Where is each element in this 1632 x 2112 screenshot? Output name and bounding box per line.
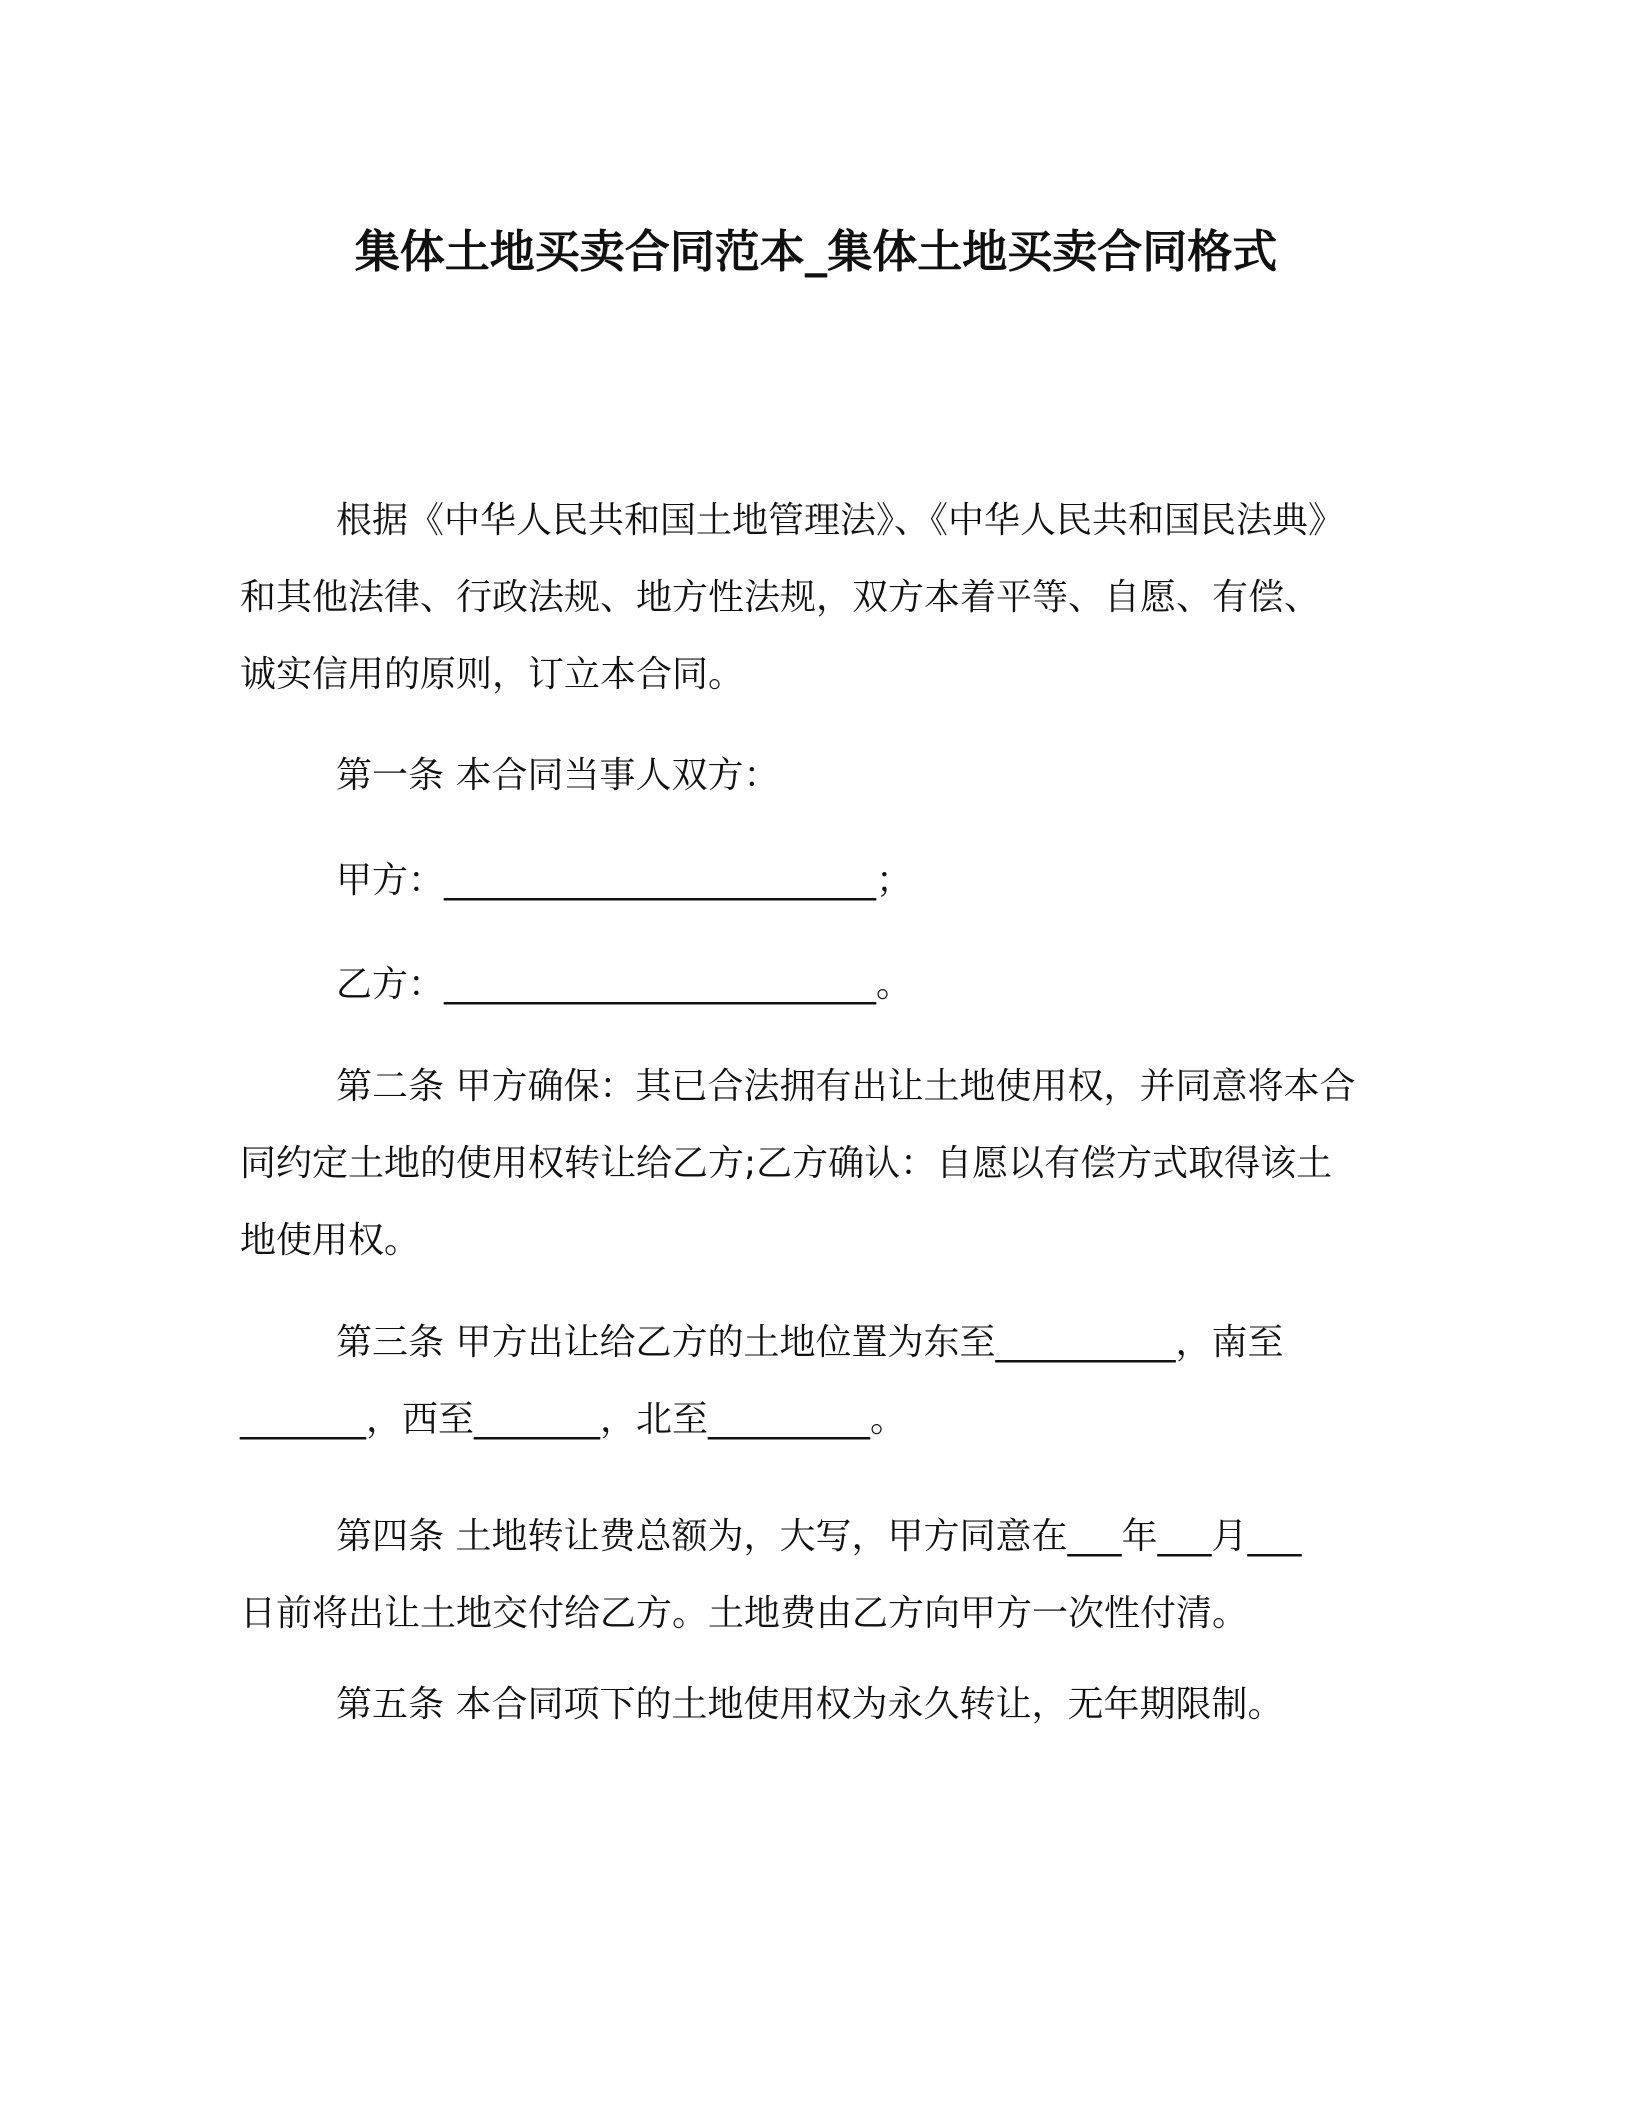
- party-b-field: 乙方：________________________。: [336, 964, 913, 1005]
- article-2-line-1: 第二条 甲方确保：其已合法拥有出让土地使用权，并同意将本合: [336, 1066, 1356, 1107]
- article-2-line-3: 地使用权。: [240, 1220, 421, 1261]
- preamble-line-1: 根据《中华人民共和国土地管理法》、《中华人民共和国民法典》: [336, 500, 1345, 541]
- article-3-line-1: 第三条 甲方出让给乙方的土地位置为东至__________，南至: [336, 1322, 1284, 1363]
- article-3-line-2: _______，西至_______，北至_________。: [240, 1399, 907, 1440]
- preamble-paragraph: [240, 482, 1410, 713]
- party-a-field: 甲方：________________________；: [336, 860, 913, 901]
- article-1: 第一条 本合同当事人双方：: [336, 755, 780, 796]
- article-2: [240, 1048, 1410, 1279]
- article-4-line-1: 第四条 土地转让费总额为，大写，甲方同意在___年___月___: [336, 1516, 1302, 1557]
- article-4-line-2: 日前将出让土地交付给乙方。土地费由乙方向甲方一次性付清。: [240, 1593, 1249, 1634]
- article-4: [240, 1498, 1410, 1652]
- preamble-line-3: 诚实信用的原则，订立本合同。: [240, 654, 745, 695]
- article-2-line-2: 同约定土地的使用权转让给乙方;乙方确认：自愿以有偿方式取得该土: [240, 1143, 1333, 1184]
- article-3: [240, 1304, 1410, 1458]
- document-title: 集体土地买卖合同范本_集体土地买卖合同格式: [354, 225, 1278, 278]
- preamble-line-2: 和其他法律、行政法规、地方性法规，双方本着平等、自愿、有偿、: [240, 577, 1321, 618]
- article-5: 第五条 本合同项下的土地使用权为永久转让，无年期限制。: [336, 1684, 1284, 1725]
